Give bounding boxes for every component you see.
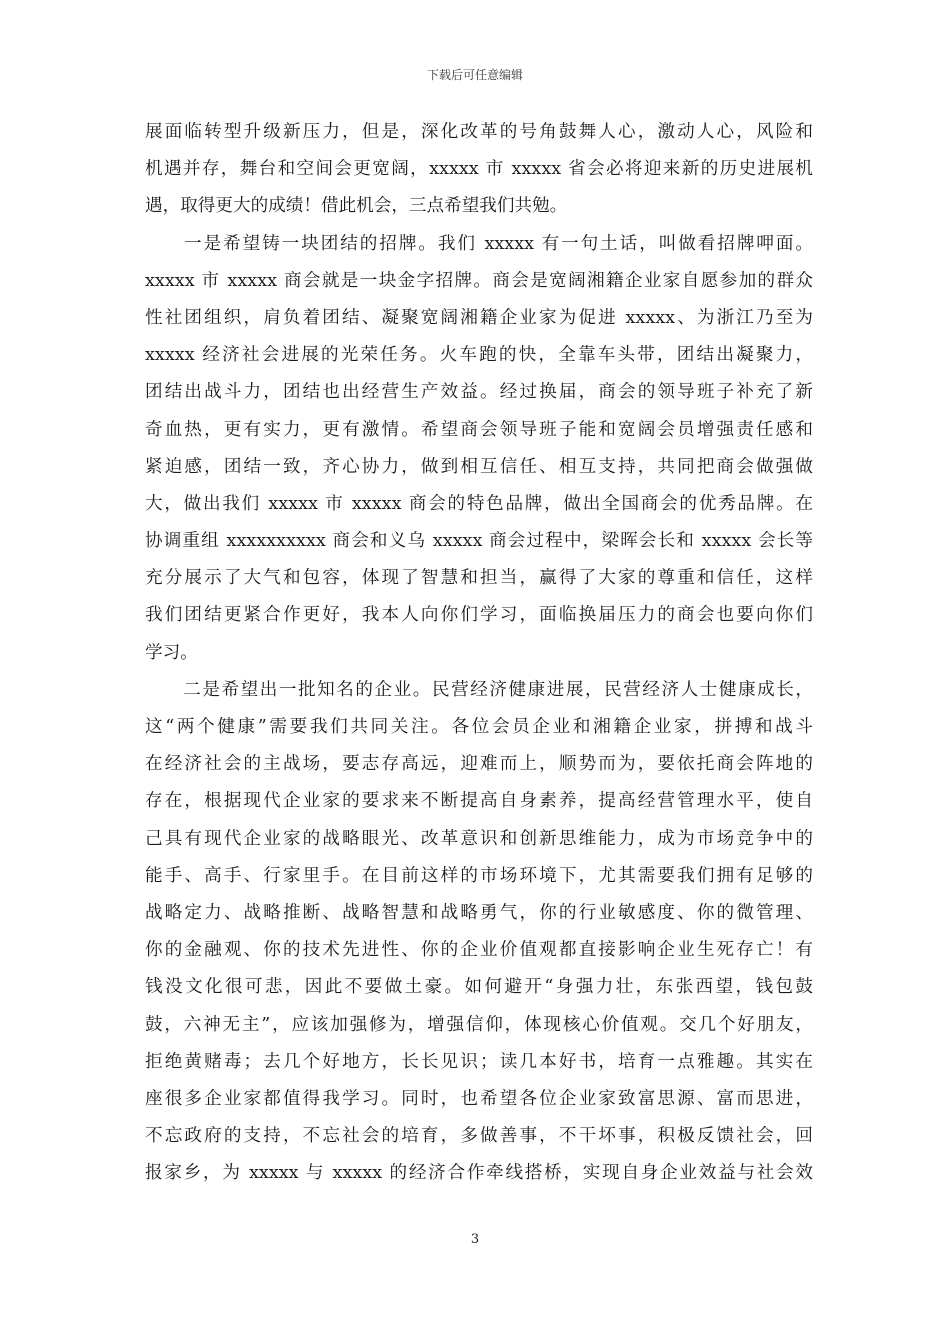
text-line: 在经济社会的主战场，要志存高远，迎难而上，顺势而为，要依托商会阵地的 xyxy=(145,754,813,775)
paragraph xyxy=(145,114,813,226)
text-line: 鼓，六神无主”，应该加强修为，增强信仰，体现核心价值观。交几个好朋友， xyxy=(145,1014,813,1035)
text-line: 二是希望出一批知名的企业。民营经济健康进展，民营经济人士健康成长， xyxy=(145,679,813,700)
text-line: 这“两个健康”需要我们共同关注。各位会员企业和湘籍企业家，拼搏和战斗 xyxy=(145,717,813,737)
text-line: 座很多企业家都值得我学习。同时，也希望各位企业家致富思源、富而思进， xyxy=(145,1088,813,1109)
page-header: 下载后可任意编辑 xyxy=(426,68,523,82)
text-line: 报家乡，为 xxxxx 与 xxxxx 的经济合作牵线搭桥，实现自身企业效益与社会效 xyxy=(145,1163,813,1184)
document-body xyxy=(145,114,813,1192)
text-line: 紧迫感，团结一致，齐心协力，做到相互信任、相互支持，共同把商会做强做 xyxy=(145,456,813,477)
text-line: 协调重组 xxxxxxxxxx 商会和义乌 xxxxx 商会过程中，梁晖会长和 xxxxx 会长等 xyxy=(145,531,813,552)
text-line: 战略定力、战略推断、战略智慧和战略勇气，你的行业敏感度、你的微管理、 xyxy=(145,902,813,923)
text-line: 钱没文化很可悲，因此不要做土豪。如何避开“身强力壮，东张西望，钱包鼓 xyxy=(145,977,813,998)
text-line: 学习。 xyxy=(145,642,198,663)
text-line: 机遇并存，舞台和空间会更宽阔，xxxxx 市 xxxxx 省会必将迎来新的历史进展机 xyxy=(145,159,813,180)
text-line: 能手、高手、行家里手。在目前这样的市场环境下，尤其需要我们拥有足够的 xyxy=(145,865,813,886)
text-line: 一是希望铸一块团结的招牌。我们 xxxxx 有一句土话，叫做看招牌呷面。 xyxy=(145,233,813,254)
text-line: 奇血热，更有实力，更有激情。希望商会领导班子能和宽阔会员增强责任感和 xyxy=(145,419,813,440)
text-line: xxxxx 市 xxxxx 商会就是一块金字招牌。商会是宽阔湘籍企业家自愿参加的群众 xyxy=(145,270,813,291)
text-line: 性社团组织，肩负着团结、凝聚宽阔湘籍企业家为促进 xxxxx、为浙江乃至为 xyxy=(145,307,813,328)
page-number: 3 xyxy=(470,1232,480,1247)
text-line: 拒绝黄赌毒；去几个好地方，长长见识；读几本好书，培育一点雅趣。其实在 xyxy=(145,1051,813,1072)
text-line: 你的金融观、你的技术先进性、你的企业价值观都直接影响企业生死存亡！有 xyxy=(145,940,813,961)
paragraph xyxy=(145,672,813,1193)
text-line: 己具有现代企业家的战略眼光、改革意识和创新思维能力，成为市场竞争中的 xyxy=(145,828,813,849)
text-line: 不忘政府的支持，不忘社会的培育，多做善事，不干坏事，积极反馈社会，回 xyxy=(145,1126,813,1147)
text-line: 存在，根据现代企业家的要求来不断提高自身素养，提高经营管理水平，使自 xyxy=(145,791,813,812)
paragraph xyxy=(145,226,813,672)
text-line: 我们团结更紧合作更好，我本人向你们学习，面临换届压力的商会也要向你们 xyxy=(145,605,813,626)
text-line: 遇，取得更大的成绩！借此机会，三点希望我们共勉。 xyxy=(145,196,568,217)
text-line: 大，做出我们 xxxxx 市 xxxxx 商会的特色品牌，做出全国商会的优秀品牌。在 xyxy=(145,493,813,514)
text-line: 展面临转型升级新压力，但是，深化改革的号角鼓舞人心，激动人心，风险和 xyxy=(145,122,813,142)
text-line: 团结出战斗力，团结也出经营生产效益。经过换届，商会的领导班子补充了新 xyxy=(145,382,813,403)
text-line: xxxxx 经济社会进展的光荣任务。火车跑的快，全靠车头带，团结出凝聚力， xyxy=(145,345,813,366)
text-line: 充分展示了大气和包容，体现了智慧和担当，赢得了大家的尊重和信任，这样 xyxy=(145,568,813,589)
